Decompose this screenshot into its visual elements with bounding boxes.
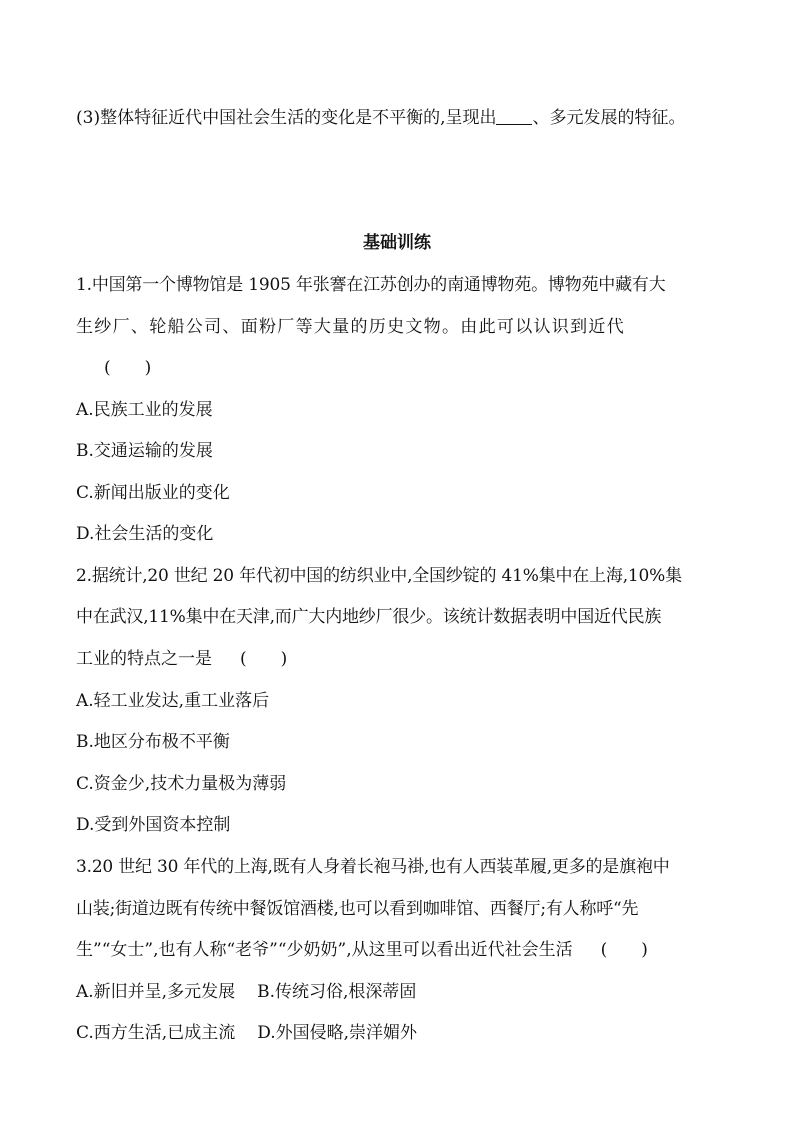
question-3-stem-line-3-text: 生”“女士”,也有人称“老爷”“少奶奶”,从这里可以看出近代社会生活 <box>76 940 573 960</box>
question-2-option-b[interactable]: B.地区分布极不平衡 <box>76 732 230 752</box>
question-1-stem-line-1: 1.中国第一个博物馆是 1905 年张謇在江苏创办的南通博物苑。博物苑中藏有大 <box>76 275 666 295</box>
question-3-stem-line-3 <box>76 938 734 962</box>
question-1-option-c[interactable]: C.新闻出版业的变化 <box>76 483 230 503</box>
question-3-option-b[interactable]: B.传统习俗,根深蒂固 <box>257 982 417 1002</box>
question-3-option-c[interactable]: C.西方生活,已成主流 <box>76 1023 236 1043</box>
question-3-stem-line-1: 3.20 世纪 30 年代的上海,既有人身着长袍马褂,也有人西装革履,更多的是旗袍中 <box>76 857 670 877</box>
question-2-option-d[interactable]: D.受到外国资本控制 <box>76 815 231 835</box>
question-2-answer-paren[interactable]: ( ) <box>240 649 288 669</box>
summary-part3-before: (3)整体特征近代中国社会生活的变化是不平衡的,呈现出 <box>76 108 497 128</box>
question-2-stem-line-2: 中在武汉,11%集中在天津,而广大内地纱厂很少。该统计数据表明中国近代民族 <box>76 607 662 627</box>
question-2-stem-line-3-text: 工业的特点之一是 <box>76 649 212 669</box>
summary-part3-after: 、多元发展的特征。 <box>532 108 686 128</box>
section-title: 基础训练 <box>363 233 431 253</box>
fill-in-blank[interactable] <box>496 108 532 125</box>
question-2-stem-line-1: 2.据统计,20 世纪 20 年代初中国的纺织业中,全国纱锭的 41%集中在上海,10%集 <box>76 566 682 586</box>
question-1-stem-line-2: 生纱厂、轮船公司、面粉厂等大量的历史文物。由此可以认识到近代 <box>76 317 625 337</box>
question-3-stem-line-2: 山装;街道边既有传统中餐饭馆酒楼,也可以看到咖啡馆、西餐厅;有人称呼“先 <box>76 899 639 919</box>
question-3-options-row-2 <box>76 1021 734 1045</box>
question-3-option-d[interactable]: D.外国侵略,崇洋媚外 <box>257 1023 418 1043</box>
question-3-options-row-1 <box>76 980 734 1004</box>
question-1-answer-paren[interactable]: ( ) <box>104 358 152 378</box>
question-2-option-c[interactable]: C.资金少,技术力量极为薄弱 <box>76 774 287 794</box>
question-3-option-a[interactable]: A.新旧并呈,多元发展 <box>76 982 236 1002</box>
question-1-option-b[interactable]: B.交通运输的发展 <box>76 441 213 461</box>
summary-part3 <box>76 106 734 130</box>
question-1-option-d[interactable]: D.社会生活的变化 <box>76 524 214 544</box>
question-2-option-a[interactable]: A.轻工业发达,重工业落后 <box>76 691 270 711</box>
question-1-option-a[interactable]: A.民族工业的发展 <box>76 400 213 420</box>
question-2-stem-line-3 <box>76 647 734 671</box>
question-3-answer-paren[interactable]: ( ) <box>600 940 648 960</box>
